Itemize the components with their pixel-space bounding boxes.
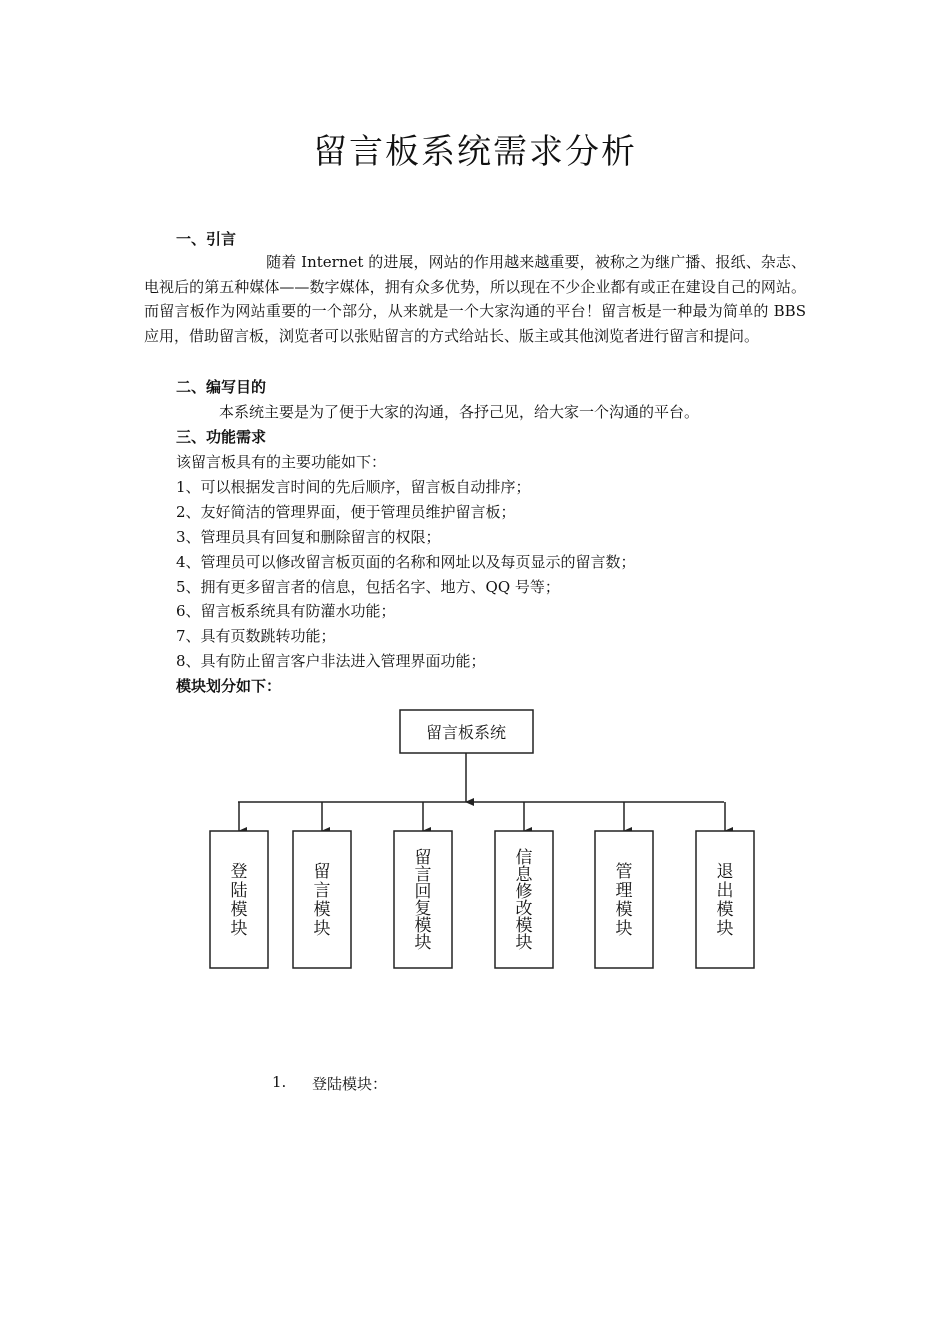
purpose-text: 本系统主要是为了便于大家的沟通，各抒己见，给大家一个沟通的平台。: [219, 403, 700, 421]
root-box-label: 留言板系统: [425, 723, 507, 742]
requirement-item: 4、管理员可以修改留言板页面的名称和网址以及每页显示的留言数；: [176, 553, 636, 571]
module-box-label: 留言模块: [313, 862, 331, 939]
requirements-intro: 该留言板具有的主要功能如下：: [176, 453, 387, 471]
module-boxes: [210, 802, 754, 968]
section-heading-intro: 一、引言: [176, 230, 237, 248]
section-heading-requirements: 三、功能需求: [176, 428, 267, 446]
module-box-label: 登陆模块: [230, 862, 248, 939]
module-division-heading: 模块划分如下：: [176, 677, 282, 695]
intro-paragraph-text: 随着 Internet 的进展，网站的作用越来越重要，被称之为继广播、报纸、杂志、电视后的第五种媒体——数字媒体，拥有众多优势，所以现在不少企业都有或正在建设自己的网站。而留言板作为网站重要的一个部分，从来就是一个大家沟通的平台！留言板是一种最为简单的 BBS 应用，借助留言板，浏览者可以张贴留言的方式给站长、版主或其他浏览者进行留言和提问。: [144, 253, 806, 345]
module-box-label: 信息修改模块: [515, 848, 533, 953]
module-box-label: 留言回复模块: [414, 848, 432, 953]
requirement-item: 5、拥有更多留言者的信息，包括名字、地方、QQ 号等；: [176, 578, 560, 596]
list-item-login: 登陆模块：: [312, 1075, 388, 1093]
requirement-item: 1、可以根据发言时间的先后顺序，留言板自动排序；: [176, 478, 531, 496]
module-box-label: 退出模块: [716, 862, 734, 939]
document-title: 留言板系统需求分析: [313, 132, 637, 172]
requirement-item: 7、具有页数跳转功能；: [176, 627, 336, 645]
section-heading-purpose: 二、编写目的: [176, 378, 267, 396]
requirement-item: 3、管理员具有回复和删除留言的权限；: [176, 528, 441, 546]
list-number: 1.: [272, 1073, 287, 1091]
requirement-item: 6、留言板系统具有防灌水功能；: [176, 602, 396, 620]
requirement-item: 2、友好简洁的管理界面，便于管理员维护留言板；: [176, 503, 516, 521]
requirement-item: 8、具有防止留言客户非法进入管理界面功能；: [176, 652, 486, 670]
module-box-label: 管理模块: [615, 862, 633, 939]
